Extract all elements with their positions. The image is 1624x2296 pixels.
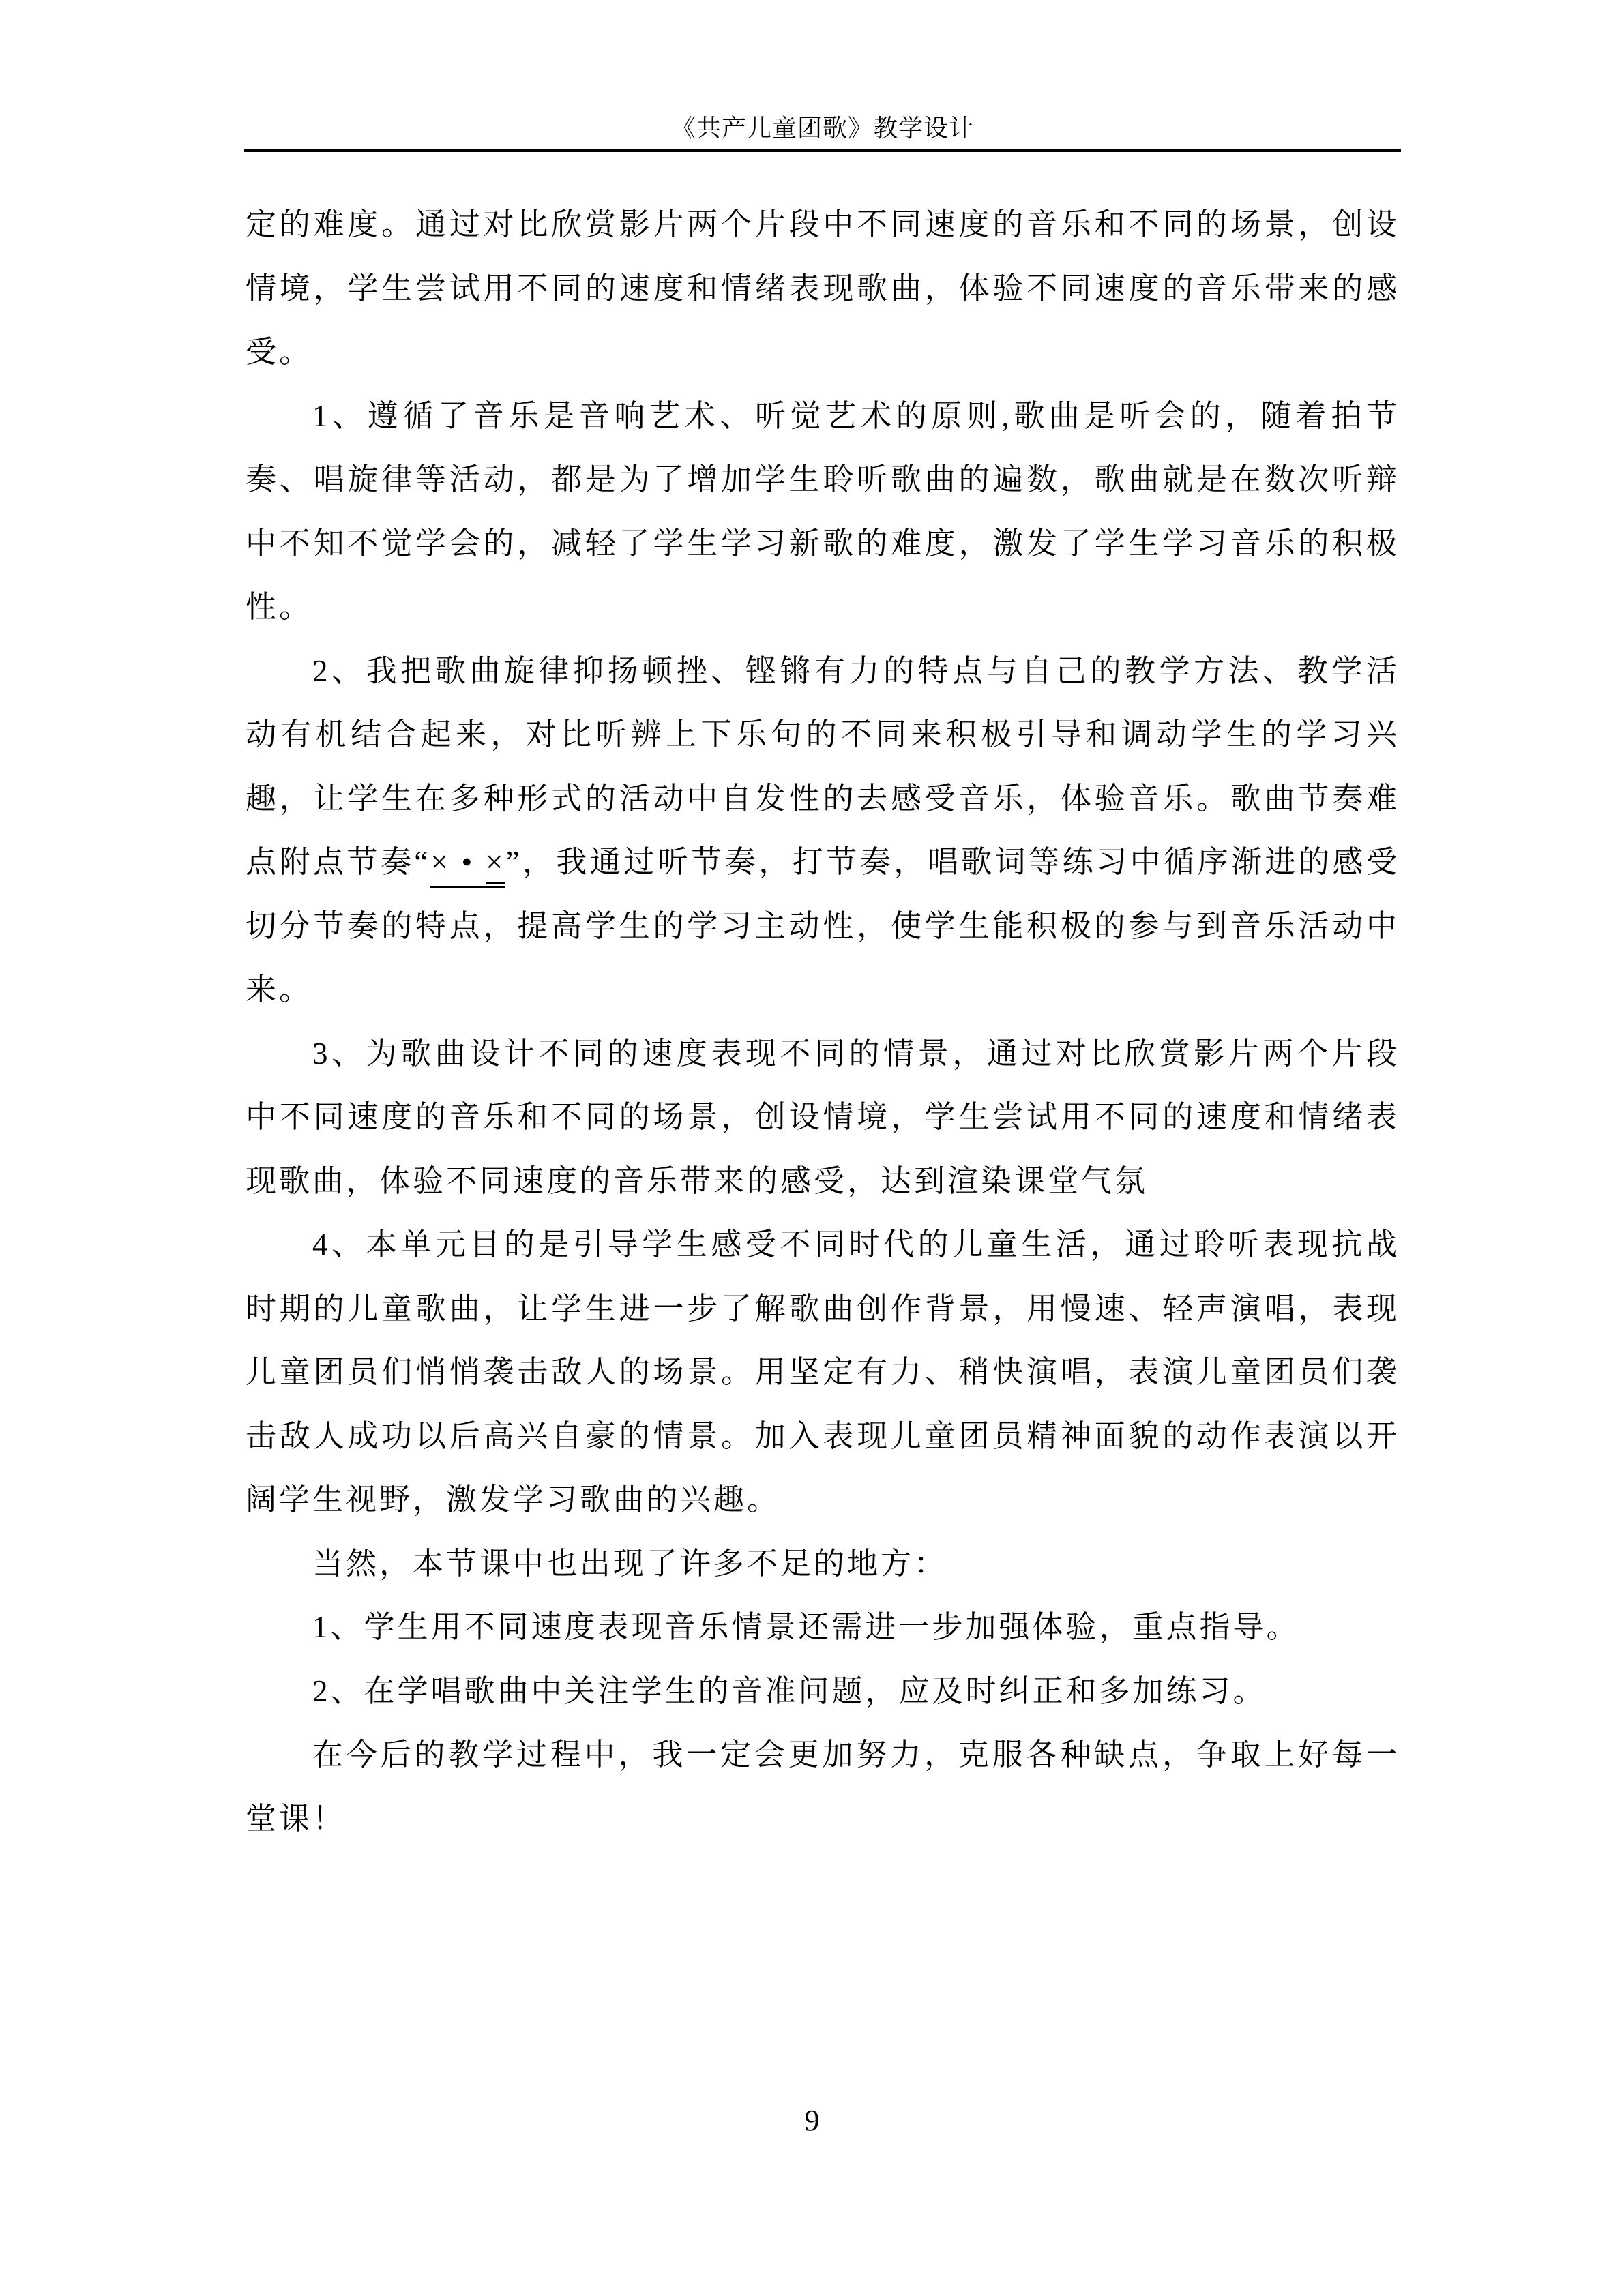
paragraph-shortcoming-2: 2、在学唱歌曲中关注学生的音准问题，应及时纠正和多加练习。	[312, 1673, 1267, 1708]
paragraph-continuation: 定的难度。通过对比欣赏影片两个片段中不同速度的音乐和不同的场景，创设情境，学生尝试用不同的速度和情绪表现歌曲，体验不同速度的音乐带来的感受。	[246, 207, 1400, 369]
paragraph-shortcoming-1: 1、学生用不同速度表现音乐情景还需进一步加强体验，重点指导。	[312, 1610, 1300, 1644]
page-header	[246, 113, 1400, 143]
paragraph-point-4: 4、本单元目的是引导学生感受不同时代的儿童生活，通过聆听表现抗战时期的儿童歌曲，让学生进一步了解歌曲创作背景，用慢速、轻声演唱，表现儿童团员们悄悄袭击敌人的场景。用坚定有力、稍快演唱，表演儿童团员们袭击敌人成功以后高兴自豪的情景。加入表现儿童团员精神面貌的动作表演以开阔学生视野，激发学习歌曲的兴趣。	[246, 1227, 1400, 1517]
document-body	[246, 193, 1400, 1851]
paragraph-shortcomings-intro: 当然，本节课中也出现了许多不足的地方：	[312, 1546, 948, 1581]
paragraph-closing: 在今后的教学过程中，我一定会更加努力，克服各种缺点，争取上好每一堂课！	[246, 1738, 1400, 1836]
header-divider	[244, 149, 1401, 152]
paragraph-point-2-text: 2、我把歌曲旋律抑扬顿挫、铿锵有力的特点与自己的教学方法、教学活动有机结合起来，对比听辨上下乐句的不同来积极引导和调动学生的学习兴趣，让学生在多种形式的活动中自发性的去感受音乐，体验音乐。歌曲节奏难点附点节奏“	[246, 653, 1400, 879]
rhythm-notation-underlined: × •	[430, 845, 486, 888]
rhythm-notation-double-underlined: ×	[486, 845, 505, 888]
page-number: 9	[804, 2104, 820, 2137]
header-title: 《共产儿童团歌》教学设计	[670, 115, 974, 142]
page-footer	[0, 2106, 1624, 2136]
paragraph-point-3: 3、为歌曲设计不同的速度表现不同的情景，通过对比欣赏影片两个片段中不同速度的音乐和不同的场景，创设情境，学生尝试用不同的速度和情绪表现歌曲，体验不同速度的音乐带来的感受，达到渲染课堂气氛	[246, 1036, 1400, 1198]
paragraph-point-2-text-cont: ”，我通过听节奏，打节奏，唱歌词等练习中循序渐进的感受切分节奏的特点，提高学生的学习主动性，使学生能积极的参与到音乐活动中来。	[246, 845, 1400, 1007]
paragraph-point-1: 1、遵循了音乐是音响艺术、听觉艺术的原则,歌曲是听会的，随着拍节奏、唱旋律等活动，都是为了增加学生聆听歌曲的遍数，歌曲就是在数次听辩中不知不觉学会的，减轻了学生学习新歌的难度，激发了学生学习音乐的积极性。	[246, 398, 1400, 624]
paragraph-point-2	[246, 640, 1400, 1022]
